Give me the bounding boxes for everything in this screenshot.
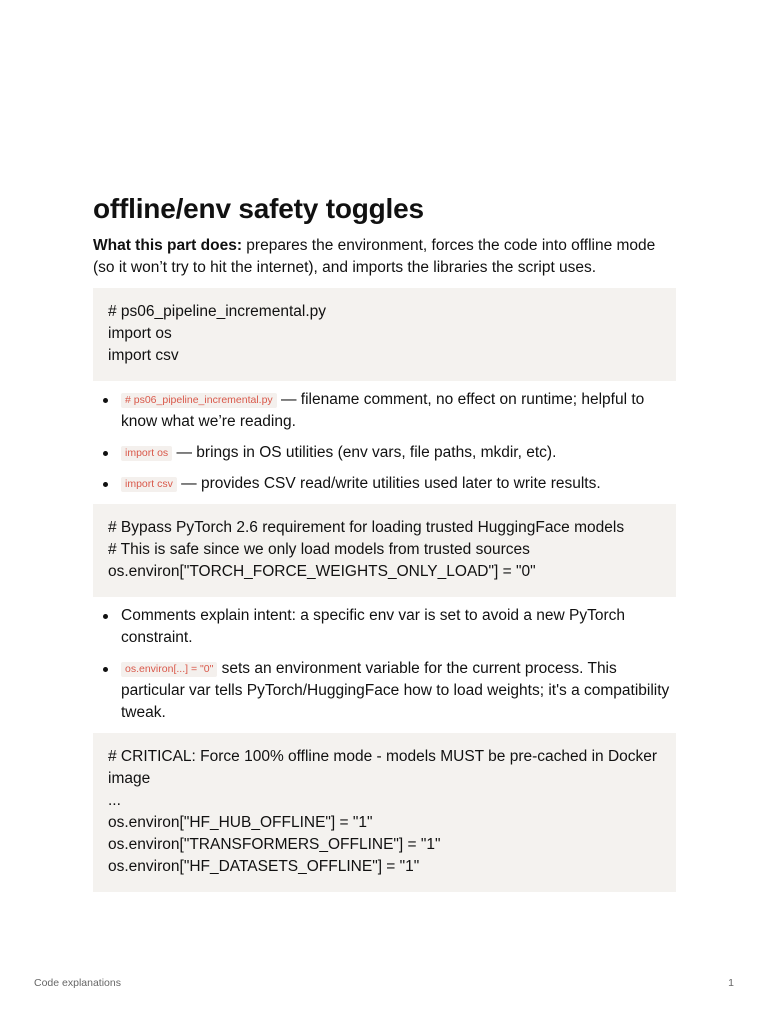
bullet-list-torch <box>93 605 676 724</box>
inline-code: import csv <box>121 477 177 492</box>
list-item-text: — filename comment, no effect on runtime; helpful to know what we’re reading. <box>121 391 645 430</box>
inline-code: # ps06_pipeline_incremental.py <box>121 393 277 408</box>
inline-code: import os <box>121 446 172 461</box>
page-number: 1 <box>728 977 734 989</box>
list-item <box>121 473 676 495</box>
code-block-imports: # ps06_pipeline_incremental.py import os import csv <box>93 288 676 381</box>
intro-label: What this part does: <box>93 237 242 254</box>
list-item-text: — provides CSV read/write utilities used later to write results. <box>176 475 601 492</box>
bullet-list-imports <box>93 389 676 495</box>
list-item-text: sets an environment variable for the current process. This particular var tells PyTorch/HuggingFace how to load weights; it's a compatibility tweak. <box>121 660 670 721</box>
footer-title: Code explanations <box>34 977 121 989</box>
list-item <box>121 442 676 464</box>
document-section <box>93 190 676 892</box>
list-item-text: — brings in OS utilities (env vars, file paths, mkdir, etc). <box>172 444 557 461</box>
intro-text: prepares the environment, forces the code into offline mode (so it won’t try to hit the internet), and imports the libraries the script uses. <box>93 237 656 276</box>
code-block-offline-mode: # CRITICAL: Force 100% offline mode - models MUST be pre-cached in Docker image ... os.environ["HF_HUB_OFFLINE"] = "1" os.environ["TRANSFORMERS_OFFLINE"] = "1" os.environ["HF_DATASETS_OFFLINE"] = "1" <box>93 733 676 892</box>
list-item-text: Comments explain intent: a specific env var is set to avoid a new PyTorch constraint. <box>121 607 625 646</box>
intro-paragraph <box>93 235 676 279</box>
list-item <box>121 389 676 433</box>
list-item <box>121 605 676 649</box>
inline-code: os.environ[...] = "0" <box>121 662 217 677</box>
code-block-torch-env: # Bypass PyTorch 2.6 requirement for loading trusted HuggingFace models # This is safe since we only load models from trusted sources os.environ["TORCH_FORCE_WEIGHTS_ONLY_LOAD"] = "0" <box>93 504 676 597</box>
section-heading: offline/env safety toggles <box>93 193 424 224</box>
list-item <box>121 658 676 724</box>
